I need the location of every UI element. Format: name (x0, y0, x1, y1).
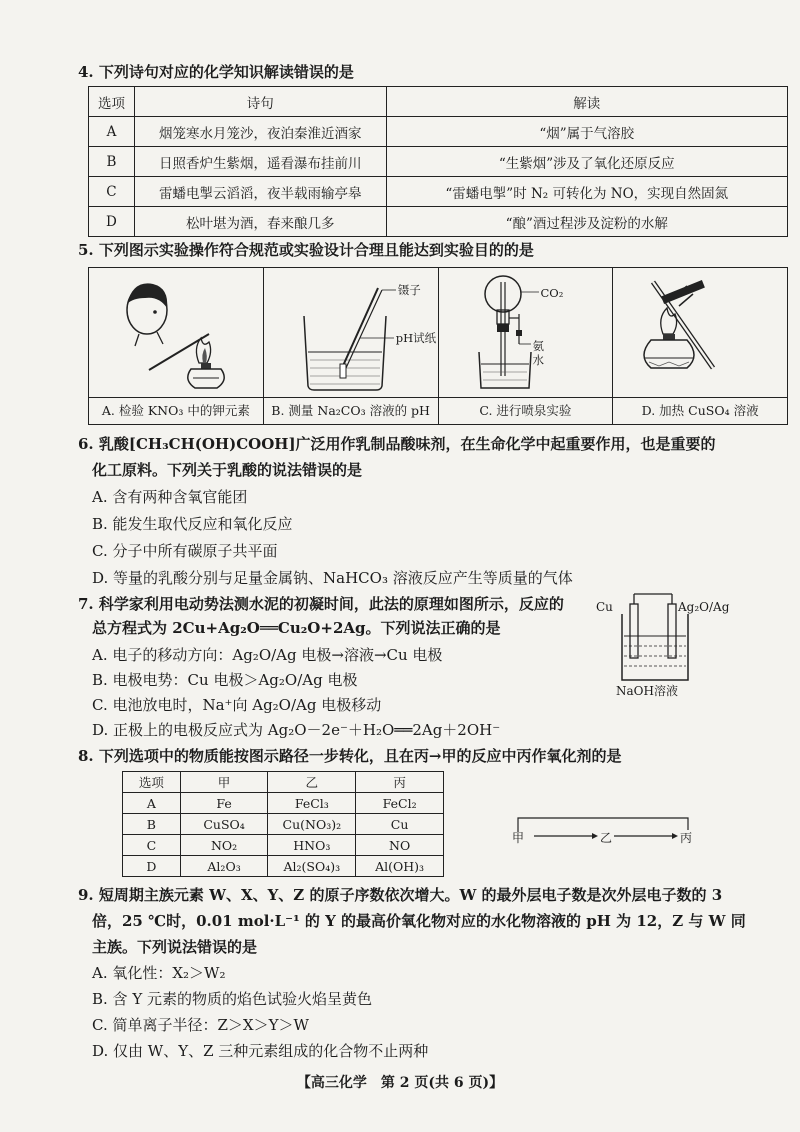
table-cell: CuSO₄ (180, 814, 268, 835)
table-cell: C (123, 835, 181, 856)
experiment-b (264, 268, 439, 424)
table-cell: FeCl₂ (356, 793, 444, 814)
page-footer: 【高三化学 第 2 页(共 6 页)】 (296, 1075, 504, 1091)
table-cell: B (89, 147, 135, 177)
table-row (89, 207, 788, 237)
header-cell: 解读 (386, 87, 787, 117)
q6-stem-line-1: 6. 乳酸[CH₃CH(OH)COOH]广泛用作乳制品酸味剂，在生命化学中起重要作用，也是重要的 (78, 435, 716, 453)
q4-stem: 4. 下列诗句对应的化学知识解读错误的是 (78, 63, 354, 81)
caption-c: C. 进行喷泉实验 (439, 397, 613, 424)
q9-option-d: D. 仅由 W、Y、Z 三种元素组成的化合物不止两种 (92, 1042, 429, 1060)
table-row (123, 814, 444, 835)
table-cell: C (89, 177, 135, 207)
table-cell: 烟笼寒水月笼沙，夜泊秦淮近酒家 (134, 117, 386, 147)
path-bing: 丙 (680, 831, 693, 845)
q7-stem-line-2: 总方程式为 2Cu+Ag₂O══Cu₂O+2Ag。下列说法正确的是 (92, 619, 501, 637)
path-jia: 甲 (512, 831, 525, 845)
experiment-d (613, 268, 787, 424)
table-cell: Cu(NO₃)₂ (268, 814, 356, 835)
q5-experiment-panel (88, 267, 788, 425)
table-cell: “生紫烟”涉及了氧化还原反应 (386, 147, 787, 177)
table-cell: 日照香炉生紫烟，遥看瀑布挂前川 (134, 147, 386, 177)
table-row (123, 856, 444, 877)
caption-b: B. 测量 Na₂CO₃ 溶液的 pH (264, 397, 438, 424)
flame-test-illustration (89, 268, 273, 398)
header-cell: 甲 (180, 772, 268, 793)
q9-option-a: A. 氧化性：X₂＞W₂ (92, 964, 226, 982)
table-cell: A (89, 117, 135, 147)
table-cell: 雷蟠电掣云滔滔，夜半载雨输亭皋 (134, 177, 386, 207)
q9-option-c: C. 简单离子半径：Z＞X＞Y＞W (92, 1016, 309, 1034)
q8-table (122, 771, 444, 877)
table-cell: NO₂ (180, 835, 268, 856)
table-row (89, 177, 788, 207)
q9-stem-line-1: 9. 短周期主族元素 W、X、Y、Z 的原子序数依次增大。W 的最外层电子数是次外层电子数的 3 (78, 886, 723, 904)
tweezers-label: 镊子 (397, 283, 421, 297)
experiment-a (89, 268, 264, 424)
table-row (89, 147, 788, 177)
q6-stem-line-2: 化工原料。下列关于乳酸的说法错误的是 (92, 461, 363, 479)
header-cell: 选项 (123, 772, 181, 793)
fountain-illustration (439, 268, 615, 398)
header-cell: 选项 (89, 87, 135, 117)
q7-option-b: B. 电极电势：Cu 电极＞Ag₂O/Ag 电极 (92, 671, 358, 689)
table-header-row (89, 87, 788, 117)
experiment-c (439, 268, 614, 424)
q7-option-d: D. 正极上的电极反应式为 Ag₂O－2e⁻＋H₂O══2Ag＋2OH⁻ (92, 721, 501, 739)
caption-d: D. 加热 CuSO₄ 溶液 (613, 397, 787, 424)
q9-stem-line-3: 主族。下列说法错误的是 (92, 938, 258, 956)
path-yi: 乙 (600, 831, 613, 845)
table-cell: A (123, 793, 181, 814)
table-cell: Al₂O₃ (180, 856, 268, 877)
table-cell: Cu (356, 814, 444, 835)
q7-option-a: A. 电子的移动方向：Ag₂O/Ag 电极→溶液→Cu 电极 (92, 646, 443, 664)
q5-stem: 5. 下列图示实验操作符合规范或实验设计合理且能达到实验目的的是 (78, 241, 534, 259)
header-cell: 丙 (356, 772, 444, 793)
cu-electrode-label: Cu (596, 600, 613, 614)
table-cell: D (89, 207, 135, 237)
table-cell: B (123, 814, 181, 835)
caption-a: A. 检验 KNO₃ 中的钾元素 (89, 397, 263, 424)
table-cell: 松叶堪为酒，春来酿几多 (134, 207, 386, 237)
header-cell: 乙 (268, 772, 356, 793)
ag-electrode-label: Ag₂O/Ag (678, 600, 730, 614)
table-cell: “雷蟠电掣”时 N₂ 可转化为 NO，实现自然固氮 (386, 177, 787, 207)
q4-table (88, 86, 788, 237)
q9-stem-line-2: 倍，25 ℃时，0.01 mol·L⁻¹ 的 Y 的最高价氧化物对应的水化物溶液的 pH 为 12，Z 与 W 同 (92, 912, 746, 930)
table-cell: “酿”酒过程涉及淀粉的水解 (386, 207, 787, 237)
solution-label: NaOH溶液 (616, 684, 678, 698)
table-cell: Fe (180, 793, 268, 814)
q6-option-c: C. 分子中所有碳原子共平面 (92, 542, 278, 560)
q6-option-b: B. 能发生取代反应和氧化反应 (92, 515, 293, 533)
table-row (89, 117, 788, 147)
table-cell: D (123, 856, 181, 877)
table-cell: HNO₃ (268, 835, 356, 856)
q8-stem: 8. 下列选项中的物质能按图示路径一步转化，且在丙→甲的反应中丙作氧化剂的是 (78, 747, 622, 765)
q9-option-b: B. 含 Y 元素的物质的焰色试验火焰呈黄色 (92, 990, 372, 1008)
table-row (123, 835, 444, 856)
table-header-row (123, 772, 444, 793)
table-cell: Al(OH)₃ (356, 856, 444, 877)
header-cell: 诗句 (134, 87, 386, 117)
q6-option-d: D. 等量的乳酸分别与足量金属钠、NaHCO₃ 溶液反应产生等质量的气体 (92, 569, 573, 587)
q7-stem-line-1: 7. 科学家利用电动势法测水泥的初凝时间，此法的原理如图所示，反应的 (78, 595, 564, 613)
q6-option-a: A. 含有两种含氧官能团 (92, 488, 248, 506)
table-cell: NO (356, 835, 444, 856)
ammonia-label-1: 氨 (532, 339, 544, 353)
ammonia-label-2: 水 (532, 353, 544, 367)
table-cell: “烟”属于气溶胶 (386, 117, 787, 147)
table-cell: FeCl₃ (268, 793, 356, 814)
heating-illustration (613, 268, 777, 398)
table-cell: Al₂(SO₄)₃ (268, 856, 356, 877)
co2-label: CO₂ (540, 286, 564, 300)
ph-paper-label: pH试纸 (395, 331, 437, 345)
q7-option-c: C. 电池放电时，Na⁺向 Ag₂O/Ag 电极移动 (92, 696, 382, 714)
table-row (123, 793, 444, 814)
